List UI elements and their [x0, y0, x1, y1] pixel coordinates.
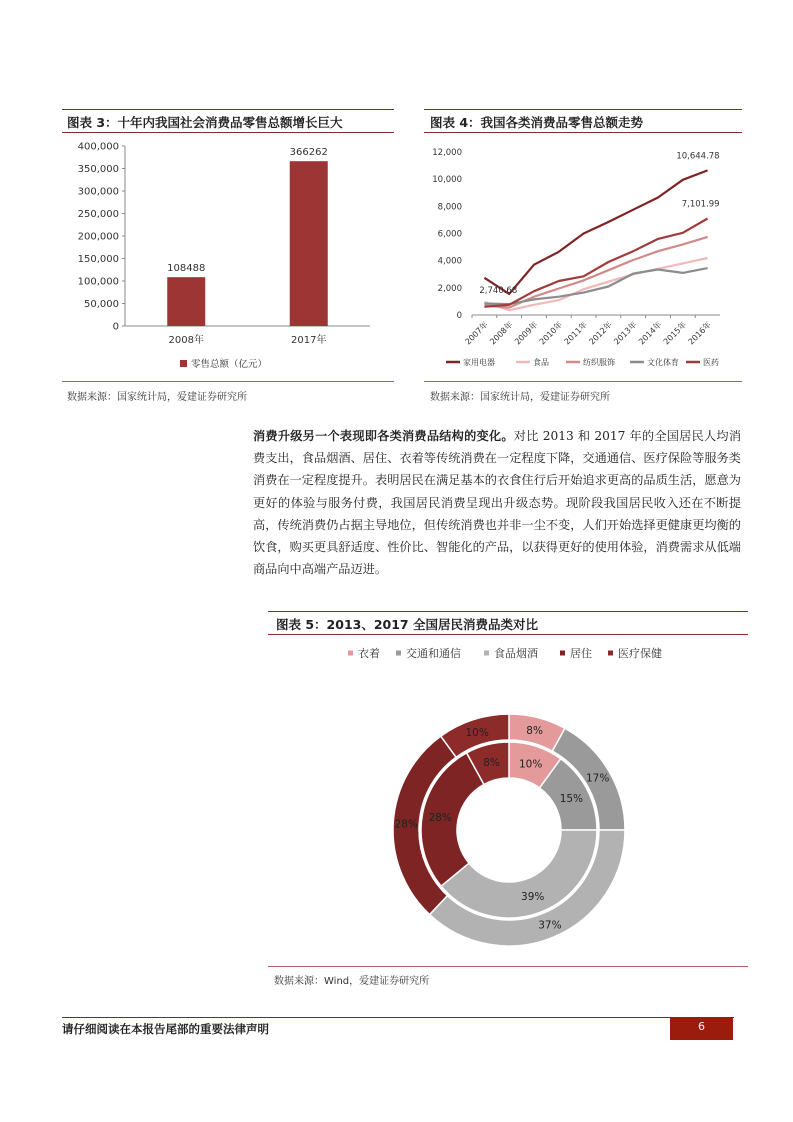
- fig3-ytick-label: 50,000: [84, 299, 119, 310]
- fig5-legend-swatch: [484, 651, 489, 656]
- fig4-xtick-label: 2011年: [562, 320, 590, 347]
- fig5-slice-label: 17%: [585, 772, 610, 785]
- fig4-ytick-label: 4,000: [437, 256, 462, 267]
- fig4-ytick-label: 6,000: [437, 229, 462, 240]
- fig4-data-label: 2,740.68: [479, 285, 518, 296]
- fig5-slice-label: 15%: [559, 793, 584, 806]
- fig3-ytick-label: 350,000: [77, 164, 119, 175]
- fig5-slice-label: 8%: [526, 725, 543, 738]
- fig3-ytick-label: 250,000: [77, 209, 119, 220]
- fig4-ytick-label: 10,000: [432, 175, 462, 186]
- fig3-bottom-rule: [62, 381, 394, 382]
- fig4-ytick-label: 0: [456, 311, 462, 321]
- fig4-ytick-label: 12,000: [432, 148, 462, 158]
- fig5-legend-swatch: [608, 651, 613, 656]
- fig3-bars: [167, 147, 328, 326]
- fig4-legend-label: 家用电器: [463, 358, 495, 367]
- fig4-legend: [446, 357, 719, 367]
- fig3-data-label: 366262: [289, 147, 328, 159]
- fig4-data-label: 10,644.78: [676, 151, 720, 162]
- fig5-slice-label: 10%: [465, 727, 489, 740]
- fig3-source: 数据来源：国家统计局，爱建证券研究所: [67, 392, 247, 403]
- fig5-legend-swatch: [396, 651, 401, 656]
- fig3-xtick-label: 2008年: [168, 335, 204, 346]
- fig4-xtick-label: 2007年: [463, 320, 490, 347]
- fig3-yticks: [78, 142, 125, 333]
- fig5-slice-label: 39%: [521, 890, 545, 903]
- fig4-series-line: [484, 219, 707, 307]
- fig4-lines: [484, 170, 707, 310]
- fig4-legend-label: 医药: [703, 358, 719, 367]
- fig3-top-rule: [62, 109, 394, 110]
- page-number: 6: [670, 1017, 733, 1040]
- fig3-legend-swatch: [180, 360, 187, 367]
- fig3-ytick-label: 150,000: [77, 254, 119, 265]
- footer-disclaimer: 请仔细阅读在本报告尾部的重要法律声明: [62, 1022, 269, 1036]
- fig4-xtick-label: 2016年: [686, 320, 714, 347]
- fig4-xtick-label: 2013年: [612, 320, 639, 347]
- fig4-legend-label: 食品: [533, 358, 549, 367]
- fig5-slice-label: 37%: [538, 919, 562, 932]
- paragraph-lead: 消费升级另一个表现即各类消费品结构的变化。: [253, 429, 514, 443]
- fig5-legend-label: 交通和通信: [406, 647, 461, 660]
- fig3-ytick-label: 300,000: [77, 186, 119, 198]
- fig3-data-label: 108488: [167, 263, 206, 275]
- fig5-top-rule: [268, 611, 748, 612]
- fig4-title-rule: [424, 132, 742, 133]
- fig3-ytick-label: 400,000: [77, 141, 119, 153]
- fig4-bottom-rule: [424, 381, 742, 382]
- fig3-ytick-label: 100,000: [77, 276, 119, 288]
- fig5-legend-swatch: [560, 651, 565, 656]
- fig5-legend: [348, 646, 662, 660]
- body-paragraph: [253, 425, 741, 580]
- fig4-ytick-label: 2,000: [437, 283, 462, 294]
- fig3-ytick-label: 0: [112, 321, 119, 333]
- fig5-donut-chart: [268, 636, 748, 964]
- fig4-xtick-label: 2009年: [512, 320, 540, 347]
- fig5-legend-label: 衣着: [358, 647, 380, 660]
- fig3-legend-label: 零售总额（亿元）: [191, 359, 268, 370]
- fig5-legend-label: 居住: [570, 647, 592, 660]
- fig5-title-rule: [268, 634, 748, 635]
- fig5-inner-ring: [421, 742, 597, 918]
- fig4-xtick-label: 2010年: [537, 320, 565, 347]
- fig3-bar: [167, 277, 205, 326]
- fig4-title: 图表 4：我国各类消费品零售总额走势: [430, 115, 644, 130]
- fig3-xlabels: [169, 333, 327, 346]
- fig5-legend-label: 食品烟酒: [494, 647, 538, 660]
- fig5-slice-label: 10%: [518, 758, 543, 771]
- fig4-ytick-label: 8,000: [437, 202, 462, 213]
- fig4-xtick-label: 2015年: [661, 320, 689, 347]
- fig4-xtick-label: 2012年: [587, 320, 614, 347]
- fig4-top-rule: [424, 109, 742, 110]
- fig5-slice-label: 28%: [428, 811, 452, 824]
- fig5-slice-label: 28%: [394, 818, 418, 831]
- paragraph-body: 对比 2013 和 2017 年的全国居民人均消费支出，食品烟酒、居住、衣着等传统消费在一定程度下降，交通通信、医疗保险等服务类消费在一定程度提升。表明居民在满足基本的衣食住行后开始追求更高的品质生活，愿意为更好的体验与服务付费，我国居民消费呈现出升级态势。现阶段我国居民收入还在不断提高，传统消费仍占据主导地位，但传统消费也并非一尘不变，人们开始选择更健康更均衡的饮食，购买更具舒适度、性价比、智能化的产品，以获得更好的使用体验，消费需求从低端商品向中高端产品迈进。: [253, 429, 742, 577]
- fig5-bottom-rule: [268, 966, 748, 967]
- fig3-title-rule: [62, 132, 394, 133]
- fig4-data-label: 7,101.99: [681, 199, 720, 210]
- fig3-title: 图表 3：十年内我国社会消费品零售总额增长巨大: [67, 115, 343, 130]
- fig4-xtick-label: 2014年: [636, 320, 664, 347]
- fig4-legend-label: 纺织服饰: [583, 358, 615, 367]
- fig4-legend-label: 文化体育: [647, 358, 679, 367]
- fig4-source: 数据来源：国家统计局，爱建证券研究所: [430, 392, 610, 403]
- fig3-xtick-label: 2017年: [291, 335, 327, 346]
- fig5-legend-swatch: [348, 651, 353, 656]
- fig4-xtick-label: 2008年: [488, 320, 515, 347]
- fig3-bar: [290, 161, 328, 326]
- footer-rule: [62, 1017, 734, 1018]
- fig3-bar-chart: [62, 134, 397, 380]
- fig5-slice-label: 8%: [483, 757, 500, 770]
- fig3-ytick-label: 200,000: [77, 231, 119, 243]
- fig4-yticks: [432, 148, 462, 321]
- fig5-source: 数据来源：Wind，爱建证券研究所: [274, 976, 430, 987]
- fig4-line-chart: [424, 134, 742, 380]
- fig5-legend-label: 医疗保健: [618, 647, 662, 660]
- fig4-xlabels: [463, 315, 713, 346]
- fig5-title: 图表 5：2013、2017 全国居民消费品类对比: [276, 617, 538, 632]
